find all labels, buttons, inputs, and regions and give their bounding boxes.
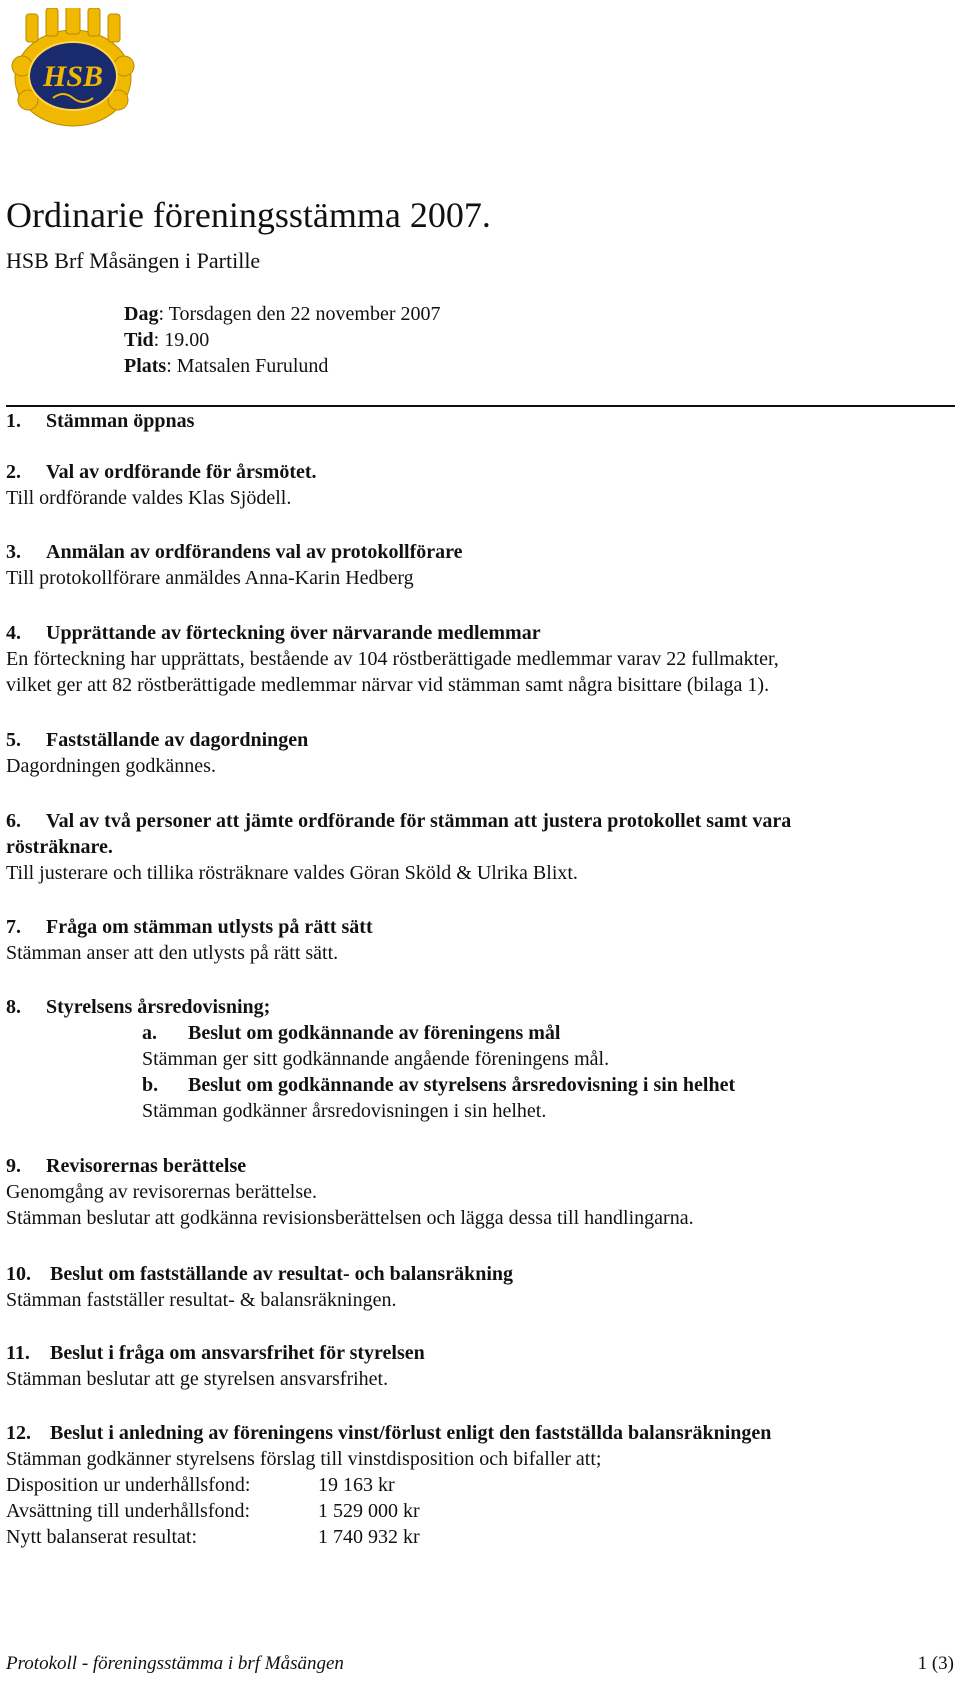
sub-item-b (142, 1072, 954, 1124)
footer-document-title: Protokoll - föreningsstämma i brf Måsängen (6, 1653, 344, 1674)
agenda-item-5 (6, 727, 954, 779)
item-heading: 9. Revisorernas berättelse (6, 1155, 247, 1177)
agenda-item-7 (6, 914, 954, 966)
item-text-line-2: vilket ger att 82 röstberättigade medlemmar närvar vid stämman samt några bisittare (bilaga 1). (6, 674, 770, 696)
sub-item-text: Stämman godkänner årsredovisningen i sin helhet. (142, 1100, 547, 1122)
hsb-emblem-icon (8, 8, 138, 132)
item-heading: 3. Anmälan av ordförandens val av protokollförare (6, 541, 463, 563)
sub-item-text: Stämman ger sitt godkännande angående föreningens mål. (142, 1048, 610, 1070)
agenda-item-11 (6, 1340, 954, 1392)
item-text: Stämman beslutar att ge styrelsen ansvarsfrihet. (6, 1368, 389, 1390)
item-heading: 4. Upprättande av förteckning över närvarande medlemmar (6, 622, 541, 644)
place-value: : Matsalen Furulund (166, 355, 329, 377)
item-heading: 12. Beslut i anledning av föreningens vinst/förlust enligt den fastställda balansräkningen (6, 1422, 772, 1444)
item-text-line-1: En förteckning har upprättats, bestående av 104 röstberättigade medlemmar varav 22 fullmakter, (6, 648, 779, 670)
fund-row: Nytt balanserat resultat: 1 740 932 kr (6, 1526, 420, 1548)
page-footer (6, 1652, 954, 1676)
sub-item-heading: a. Beslut om godkännande av föreningens mål (142, 1022, 561, 1044)
agenda-item-1 (6, 408, 954, 434)
item-text: Stämman godkänner styrelsens förslag till vinstdisposition och bifaller att; (6, 1448, 602, 1470)
fund-row: Disposition ur underhållsfond: 19 163 kr (6, 1474, 395, 1496)
place-label: Plats (124, 355, 167, 377)
item-heading: 2. Val av ordförande för årsmötet. (6, 461, 317, 483)
item-heading-line-2: rösträknare. (6, 836, 113, 858)
item-text: Stämman anser att den utlysts på rätt sätt. (6, 942, 339, 964)
item-text: Stämman fastställer resultat- & balansräkningen. (6, 1289, 397, 1311)
item-heading: 7. Fråga om stämman utlysts på rätt sätt (6, 916, 373, 938)
page-title: Ordinarie föreningsstämma 2007. (6, 195, 491, 235)
meeting-place (124, 353, 441, 379)
horizontal-divider (6, 405, 955, 407)
item-text: Till justerare och tillika rösträknare valdes Göran Sköld & Ulrika Blixt. (6, 862, 578, 884)
meeting-day (124, 301, 441, 327)
agenda-item-12 (6, 1420, 954, 1550)
agenda-item-3 (6, 539, 954, 591)
agenda-item-6 (6, 808, 954, 886)
day-label: Dag (124, 303, 159, 325)
meeting-time (124, 327, 441, 353)
agenda-item-10 (6, 1261, 954, 1313)
item-text: Till protokollförare anmäldes Anna-Karin Hedberg (6, 567, 414, 589)
item-text: Dagordningen godkännes. (6, 755, 216, 777)
item-heading: 5. Fastställande av dagordningen (6, 729, 309, 751)
item-text: Till ordförande valdes Klas Sjödell. (6, 487, 292, 509)
item-heading: 10. Beslut om fastställande av resultat- och balansräkning (6, 1263, 514, 1285)
item-text-line-1: Genomgång av revisorernas berättelse. (6, 1181, 317, 1203)
item-heading: 11. Beslut i fråga om ansvarsfrihet för styrelsen (6, 1342, 425, 1364)
fund-row: Avsättning till underhållsfond: 1 529 000 kr (6, 1500, 420, 1522)
sub-item-heading: b. Beslut om godkännande av styrelsens årsredovisning i sin helhet (142, 1074, 736, 1096)
item-heading: 1. Stämman öppnas (6, 410, 195, 432)
page-number: 1 (3) (917, 1653, 954, 1674)
logo-text: HSB (42, 60, 104, 93)
meeting-details (124, 301, 441, 379)
agenda-item-2 (6, 459, 954, 511)
agenda-item-9 (6, 1153, 954, 1231)
item-heading: 8. Styrelsens årsredovisning; (6, 996, 271, 1018)
day-value: : Torsdagen den 22 november 2007 (158, 303, 441, 325)
item-text-line-2: Stämman beslutar att godkänna revisionsberättelsen och lägga dessa till handlingarna. (6, 1207, 694, 1229)
page-subtitle: HSB Brf Måsängen i Partille (6, 248, 261, 273)
agenda-item-4 (6, 620, 954, 698)
agenda-item-8 (6, 994, 954, 1124)
sub-item-a (142, 1020, 954, 1072)
time-label: Tid (124, 329, 154, 351)
hsb-logo (8, 8, 138, 132)
item-heading-line-1: 6. Val av två personer att jämte ordförande för stämman att justera protokollet samt vara (6, 810, 792, 832)
time-value: : 19.00 (153, 329, 210, 351)
